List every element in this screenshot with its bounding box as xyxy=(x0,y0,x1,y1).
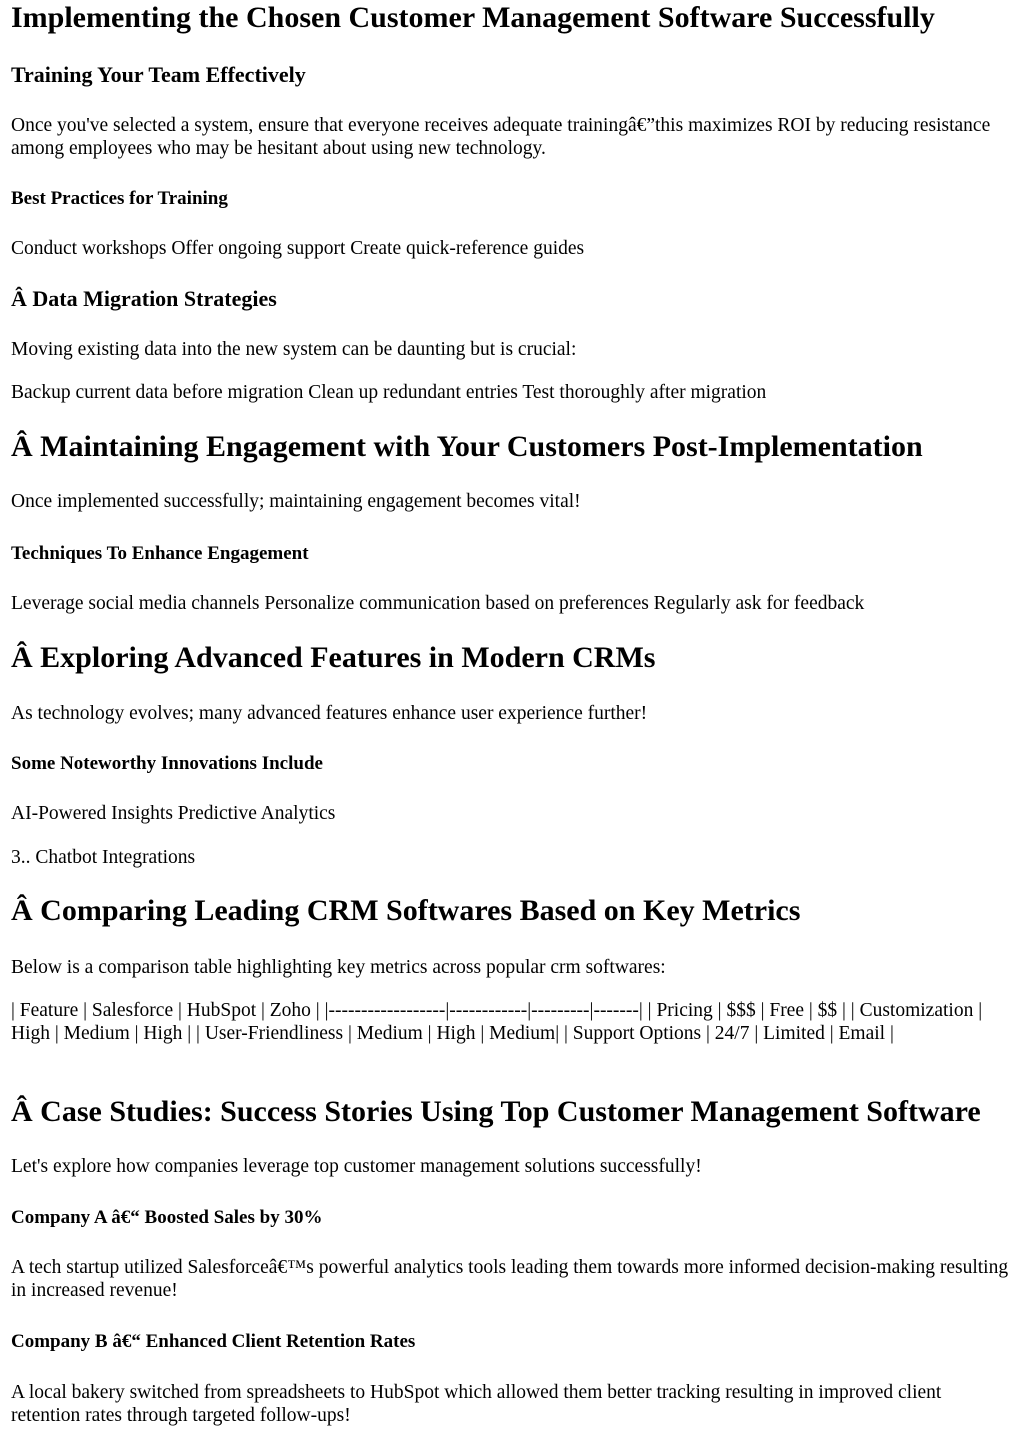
innovations-heading: Some Noteworthy Innovations Include xyxy=(11,753,323,774)
techniques-text: Leverage social media channels Personalize communication based on preferences Regularly ask for feedback xyxy=(11,593,865,614)
best-practices-heading: Best Practices for Training xyxy=(11,188,228,209)
case-studies-intro: Let's explore how companies leverage top customer management solutions successfully! xyxy=(11,1156,702,1177)
techniques-heading: Techniques To Enhance Engagement xyxy=(11,543,309,564)
innovations-text: AI-Powered Insights Predictive Analytics xyxy=(11,803,336,824)
comparison-heading: Â Comparing Leading CRM Softwares Based on Key Metrics xyxy=(11,894,801,927)
company-a-heading: Company A â€“ Boosted Sales by 30% xyxy=(11,1207,323,1228)
engagement-heading: Â Maintaining Engagement with Your Customers Post-Implementation xyxy=(11,430,923,463)
advanced-heading: Â Exploring Advanced Features in Modern CRMs xyxy=(11,641,656,674)
migration-heading: Â Data Migration Strategies xyxy=(11,286,277,311)
innovations-extra: 3.. Chatbot Integrations xyxy=(11,847,196,868)
migration-intro: Moving existing data into the new system can be daunting but is crucial: xyxy=(11,339,577,360)
page-title: Implementing the Chosen Customer Management Software Successfully xyxy=(11,1,935,34)
company-a-text: A tech startup utilized Salesforceâ€™s powerful analytics tools leading them towards more informed decision-making resulting in increased revenue! xyxy=(11,1257,1009,1301)
comparison-intro: Below is a comparison table highlighting key metrics across popular crm softwares: xyxy=(11,957,666,978)
case-studies-heading: Â Case Studies: Success Stories Using Top Customer Management Software xyxy=(11,1095,981,1128)
training-heading: Training Your Team Effectively xyxy=(11,62,306,87)
migration-steps: Backup current data before migration Clean up redundant entries Test thoroughly after migration xyxy=(11,382,767,403)
advanced-intro: As technology evolves; many advanced features enhance user experience further! xyxy=(11,703,648,724)
engagement-intro: Once implemented successfully; maintaining engagement becomes vital! xyxy=(11,491,581,512)
training-intro: Once you've selected a system, ensure that everyone receives adequate trainingâ€”this maximizes ROI by reducing resistance among employees who may be hesitant about using new technology. xyxy=(11,115,991,159)
company-b-text: A local bakery switched from spreadsheets to HubSpot which allowed them better tracking resulting in improved client retention rates through targeted follow-ups! xyxy=(11,1382,942,1426)
comparison-table-text: | Feature | Salesforce | HubSpot | Zoho | |------------------|------------|---------|-------| | Pricing | $$$ | Free | $$ | | Customization | High | Medium | High | | User-Friendliness | Medium | High | Medium| | Support Options | 24/7 | Limited | Email | xyxy=(11,1000,983,1044)
best-practices-text: Conduct workshops Offer ongoing support Create quick-reference guides xyxy=(11,238,585,259)
company-b-heading: Company B â€“ Enhanced Client Retention Rates xyxy=(11,1331,416,1352)
